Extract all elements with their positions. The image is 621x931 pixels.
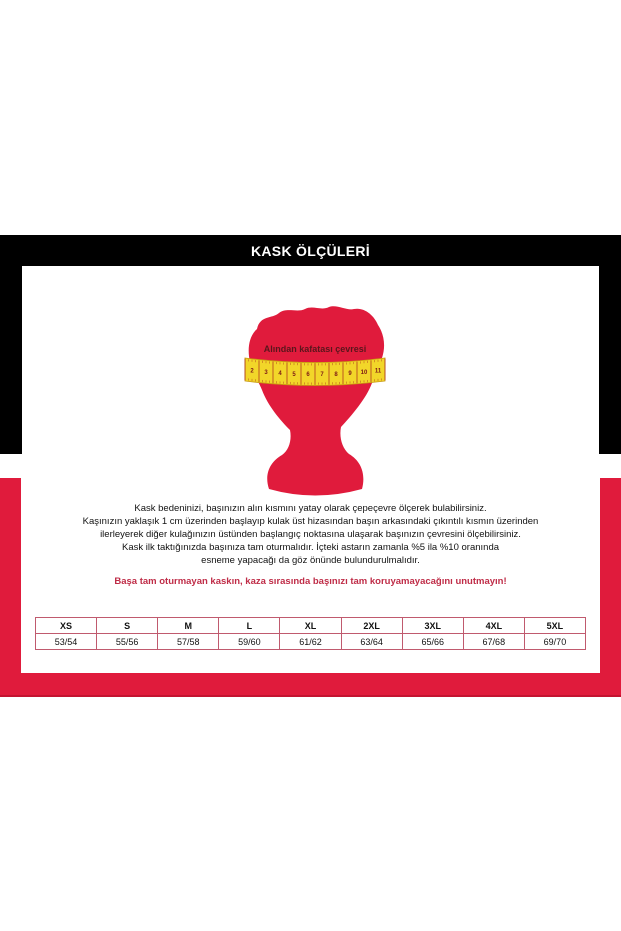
size-header-cell: S [97,618,158,634]
tape-number: 7 [320,372,324,379]
size-header-cell: 4XL [463,618,524,634]
tape-number: 10 [360,369,368,376]
size-header-cell: 2XL [341,618,402,634]
size-header-cell: XS [36,618,97,634]
instruction-text [35,502,586,567]
red-frame-bottom [0,673,621,697]
tape-number: 9 [348,371,352,378]
size-value-cell: 61/62 [280,634,341,650]
size-value-row [36,634,586,650]
size-header-cell: 3XL [402,618,463,634]
red-frame-left [0,478,21,673]
tape-number: 3 [264,369,268,376]
size-value-cell: 59/60 [219,634,280,650]
size-value-cell: 65/66 [402,634,463,650]
warning-text: Başa tam oturmayan kaskın, kaza sırasında başınızı tam koruyamayacağını unutmayın! [114,576,507,587]
tape-number: 5 [292,371,296,378]
head-circumference-label: Alından kafatası çevresi [263,344,367,354]
tape-number: 6 [306,372,310,379]
size-value-cell: 57/58 [158,634,219,650]
instruction-line: Kask bedeninizi, başınızın alın kısmını yatay olarak çepeçevre ölçerek bulabilirsiniz. [134,503,487,514]
red-frame-right [600,478,621,673]
size-value-cell: 53/54 [36,634,97,650]
instruction-line: esneme yapacağı da göz önünde bulundurulmalıdır. [201,555,420,566]
size-value-cell: 63/64 [341,634,402,650]
size-header-cell: XL [280,618,341,634]
size-value-cell: 67/68 [463,634,524,650]
instruction-line: ilerleyerek diğer kulağınızın üstünden başlangıç noktasına ulaşarak başınızın çevresini ölçebilirsiniz. [100,529,521,540]
size-table [35,617,586,650]
tape-number: 11 [374,368,382,375]
title-band [0,235,621,266]
tape-number: 2 [250,368,254,375]
size-header-cell: M [158,618,219,634]
head-silhouette-graphic [235,303,395,498]
page-title: KASK ÖLÇÜLERİ [250,242,370,259]
size-header-cell: L [219,618,280,634]
size-value-cell: 55/56 [97,634,158,650]
tape-number: 4 [278,371,282,378]
size-header-row [36,618,586,634]
black-frame-right [599,266,621,454]
tape-number: 8 [334,371,338,378]
head-silhouette [249,306,384,495]
instruction-line: Kask ilk taktığınızda başınıza tam oturmalıdır. İçteki astarın zamanla %5 ila %10 oranında [121,542,500,553]
black-frame-left [0,266,22,454]
size-header-cell: 5XL [524,618,585,634]
instruction-line: Kaşınızın yaklaşık 1 cm üzerinden başlayıp kulak üst hizasından başın arkasındaki çıkıntılı kısmın üzerinden [82,516,539,527]
size-value-cell: 69/70 [524,634,585,650]
